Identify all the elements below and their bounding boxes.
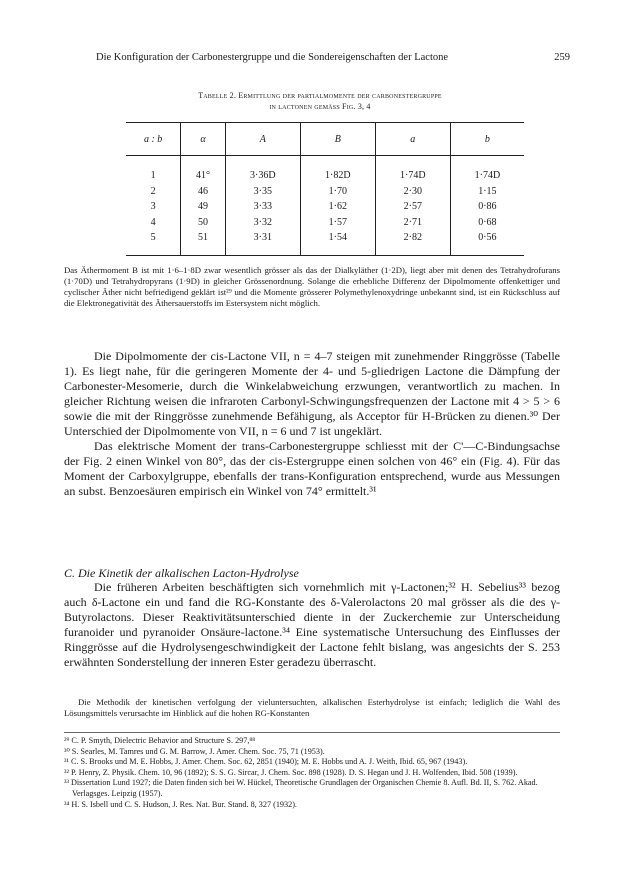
footnotes (64, 736, 560, 810)
page-number: 259 (554, 52, 570, 63)
body-text-section-b (64, 349, 560, 499)
paragraph: Die Dipolmomente der cis-Lactone VII, n = 4–7 steigen mit zunehmender Ringgrösse (Tabelle 1). Es liegt nahe, für die geringeren Momente der 4- und 5-gliedrigen Lactone die Dämpfung der Carbonester-Mesomerie, durch die Winkelabweichung erzwungen, verantwortlich zu machen. In gleicher Richtung weisen die infraroten Carbonyl-Schwingungsfrequenzen der Lactone mit 4 > 5 > 6 sowie die mit der Ringgrösse zunehmende Befähigung, als Acceptor für H-Brücken zu dienen.³⁰ Der Unterschied der Dipolmomente von VII, n = 6 und 7 ist ungeklärt. (64, 349, 560, 438)
footnote: ³⁰ S. Searles, M. Tamres und G. M. Barrow, J. Amer. Chem. Soc. 75, 71 (1953). (64, 746, 325, 756)
table-caption-line-2: in lactonen gemäss Fig. 3, 4 (269, 102, 371, 111)
table-row: 5 51 3·31 1·54 2·82 0·56 (126, 230, 524, 255)
footnote: ³³ Dissertation Lund 1927; die Daten finden sich bei W. Hückel, Theoretische Grundlagen der Organischen Chemie 8. Aufl. Bd. II, S. 762. Akad. Verlagsges. Leipzig (1957). (64, 778, 538, 798)
table-caption-line-1: Tabelle 2. Ermittlung der partialmomente der carbonestergruppe (198, 91, 442, 100)
paragraph: Das elektrische Moment der trans-Carbonestergruppe schliesst mit der C'—C-Bindungsachse der Fig. 2 einen Winkel von 80°, das der cis-Estergruppe einen solchen von 46° ein (Fig. 4). Für das Moment der Carboxylgruppe, ebenfalls der trans-Konfiguration entsprechend, wurde aus Messungen an subst. Benzoesäuren empirisch ein Winkel von 74° ermittelt.³¹ (64, 439, 560, 498)
table-header-row (126, 123, 524, 156)
footnote-divider (64, 732, 560, 733)
footnote: ³⁴ H. S. Isbell und C. S. Hudson, J. Res. Nat. Bur. Stand. 8, 327 (1932). (64, 799, 297, 809)
paragraph: Die früheren Arbeiten beschäftigten sich vornehmlich mit γ-Lactonen;³² H. Sebelius³³ bezog auch δ-Lactone ein und fand die RG-Konstante des δ-Valerolactons 20 mal grösser als die des γ-Butyrolactons. Dieser Reaktivitätsunterschied diente in der Zuckerchemie zur Unterscheidung furanoider und pyranoider Onsäure-lactone.³⁴ Eine systematische Untersuchung des Einflusses der Ringgrösse auf die Hydrolysengeschwindigkeit der Lactone fehlt bislang, was angesichts der S. 253 erwähnten Sonderstellung der inneren Ester geradezu überrascht. (64, 580, 560, 669)
small-print-paragraph (64, 697, 560, 719)
running-title: Die Konfiguration der Carbonestergruppe und die Sondereigenschaften der Lactone (96, 52, 449, 63)
col-header: a : b (126, 123, 181, 156)
table-row: 2 46 3·35 1·70 2·30 1·15 (126, 184, 524, 200)
col-header: b (450, 123, 524, 156)
col-header: B (300, 123, 375, 156)
col-header: a (375, 123, 450, 156)
table-row: 4 50 3·32 1·57 2·71 0·68 (126, 215, 524, 231)
col-header: α (181, 123, 226, 156)
data-table (126, 122, 524, 256)
table-footnote: Das Äthermoment B ist mit 1·6–1·8D zwar wesentlich grösser als das der Dialkyläther (1·2D), liegt aber mit denen des Tetrahydrofurans (1·70D) und Tetrahydropyrans (1·9D) in gleicher Grössenordnung. Solange die erhebliche Differenz der Dipolmomente offenkettiger und cyclischer Äther nicht befriedigend geklärt ist²⁹ und die Momente grösserer Polymethylenoxydringe unbekannt sind, ist ein Rückschluss auf die Elektronegativität des Äthersauerstoffs im Estersystem nicht möglich. (64, 265, 560, 308)
footnote: ³¹ C. S. Brooks und M. E. Hobbs, J. Amer. Chem. Soc. 62, 2851 (1940); M. E. Hobbs und A. J. Weith, Ibid. 65, 967 (1943). (64, 757, 468, 767)
footnote: ³² P. Henry, Z. Physik. Chem. 10, 96 (1892); S. S. G. Sircar, J. Chem. Soc. 898 (1928). D. S. Hegan und J. H. Wolfenden, Ibid. 508 (1939). (64, 767, 518, 777)
body-text-section-c (64, 580, 560, 670)
table-caption (100, 90, 540, 112)
table-row: 3 49 3·33 1·62 2·57 0·86 (126, 199, 524, 215)
paragraph: Die Methodik der kinetischen verfolgung der vieluntersuchten, alkalischen Esterhydrolyse ist einfach; lediglich die Wahl des Lösungsmittels verursachte im Hinblick auf die hohen RG-Konstanten (64, 697, 560, 718)
footnote: ²⁹ C. P. Smyth, Dielectric Behavior and Structure S. 297,⁸⁸ (64, 736, 256, 745)
col-header: A (225, 123, 300, 156)
table-row: 1 41° 3·36D 1·82D 1·74D 1·74D (126, 168, 524, 184)
section-heading: C. Die Kinetik der alkalischen Lacton-Hydrolyse (64, 566, 299, 580)
